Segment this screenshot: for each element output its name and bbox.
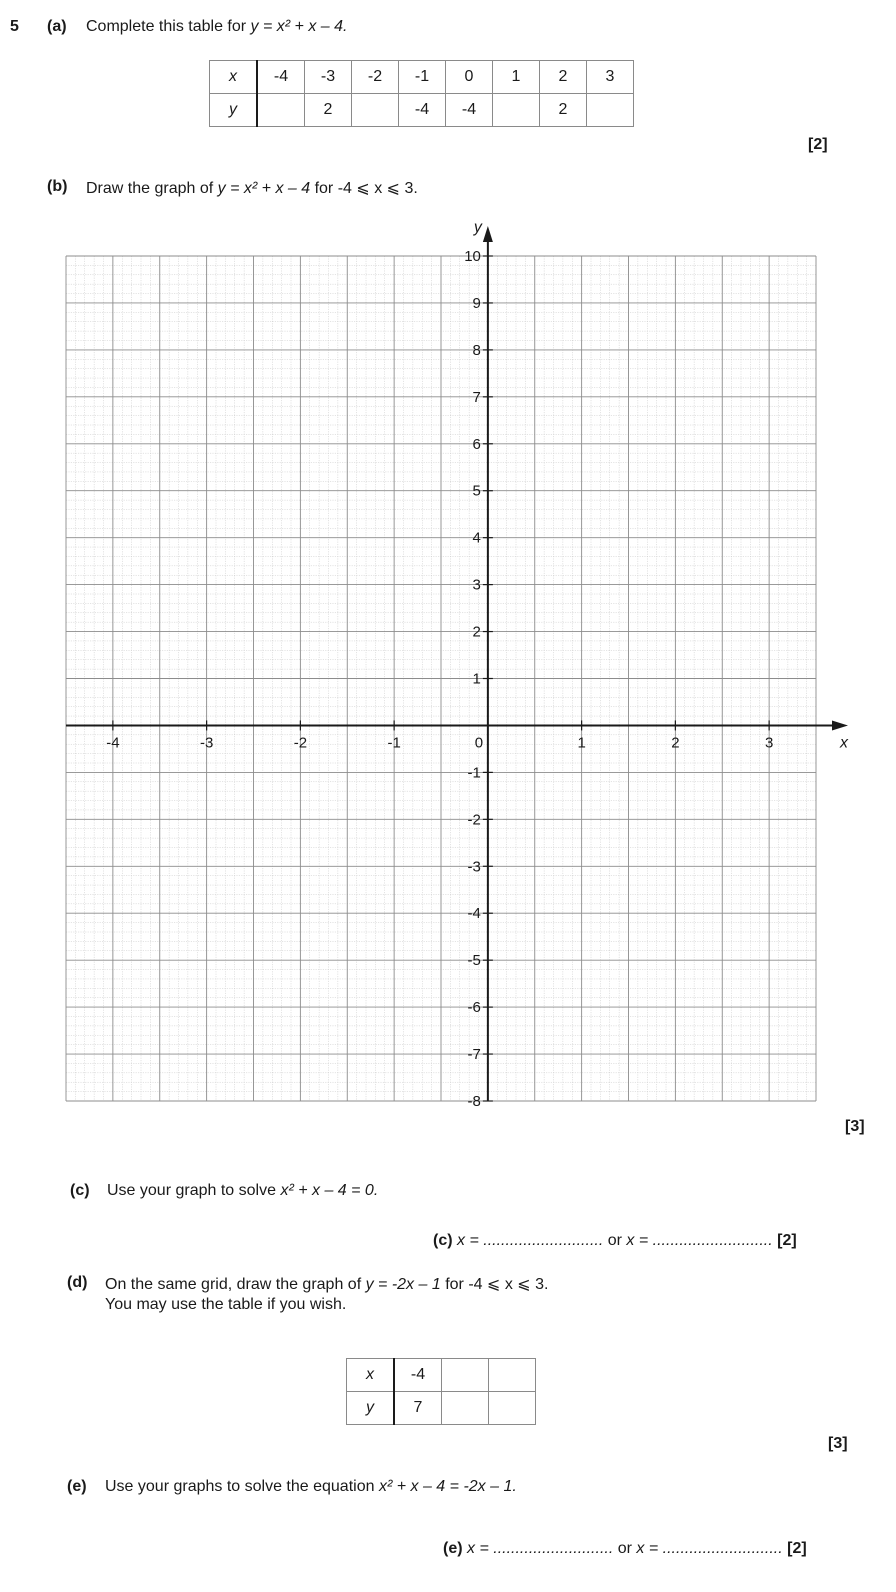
part-a-equation: y = x² + x – 4. [250,18,348,35]
y-tick-label: -5 [467,952,481,970]
table-a-y-cell: -4 [446,94,493,127]
part-e-label: (e) [67,1478,87,1495]
part-c-marks: [2] [777,1232,797,1249]
part-b-label: (b) [47,178,68,195]
y-axis-title: y [473,219,482,236]
part-c-answer-label: (c) [433,1232,453,1249]
table-a-x-cell: 0 [446,61,493,94]
part-c-answer-line [433,1232,797,1250]
y-tick-label: -6 [467,999,481,1017]
table-a-y-cell: -4 [399,94,446,127]
question-number: 5 [10,18,19,35]
table-a-x-cell: -1 [399,61,446,94]
axes [66,226,848,1101]
part-e-answer-x2[interactable]: x = ........................... [636,1540,783,1557]
y-tick-label: -1 [467,764,481,782]
part-e-marks: [2] [787,1540,807,1557]
table-a-x-cell: 3 [587,61,634,94]
x-tick-label: 2 [671,734,680,752]
y-tick-label: 4 [472,529,481,547]
part-b-range: for -4 ⩽ x ⩽ 3. [314,180,418,197]
table-a-x-header: x [210,61,258,94]
y-tick-label: -4 [467,905,481,923]
part-d-instruction: On the same grid, draw the graph of [105,1276,362,1293]
y-tick-label: 7 [472,388,481,406]
table-d [346,1358,536,1425]
part-e-instruction: Use your graphs to solve the equation [105,1478,375,1495]
y-tick-label: 6 [472,435,481,453]
part-b-equation: y = x² + x – 4 [217,180,311,197]
part-c-or: or [607,1232,622,1249]
axis-labels [106,219,849,1110]
part-d-label: (d) [67,1274,88,1291]
part-d-line2: You may use the table if you wish. [105,1296,347,1313]
part-c-answer-x2[interactable]: x = ........................... [626,1232,773,1249]
part-d-marks: [3] [828,1435,848,1452]
x-tick-label: -4 [106,734,120,752]
part-b-instruction: Draw the graph of [86,180,214,197]
part-c-instruction: Use your graph to solve [107,1182,276,1199]
x-tick-label: -1 [387,734,401,752]
y-tick-label: 2 [472,623,481,641]
table-d-y-cell[interactable] [489,1392,536,1425]
y-tick-label: 9 [472,294,481,312]
y-tick-label: 10 [464,248,481,265]
part-d-equation: y = -2x – 1 [365,1276,441,1293]
table-d-y-header: y [347,1392,395,1425]
part-b-marks: [3] [845,1118,865,1135]
table-a-x-cell: -2 [352,61,399,94]
table-a-y-header: y [210,94,258,127]
table-a-x-cell: 1 [493,61,540,94]
table-d-x-header: x [347,1359,395,1392]
table-a-y-cell: 2 [540,94,587,127]
table-a-x-cell: -4 [257,61,305,94]
part-e-answer-x1[interactable]: x = ........................... [467,1540,614,1557]
part-e-or: or [617,1540,632,1557]
x-axis-title: x [840,734,848,752]
part-d-range: for -4 ⩽ x ⩽ 3. [445,1276,549,1293]
part-c-label: (c) [70,1182,90,1199]
part-c-text [107,1182,378,1200]
x-tick-label: 0 [474,734,484,752]
part-e-equation: x² + x – 4 = -2x – 1. [378,1478,517,1495]
part-e-answer-line [443,1540,807,1558]
y-tick-label: -8 [467,1093,481,1110]
table-d-y-cell[interactable] [442,1392,489,1425]
part-a-instruction: Complete this table for [86,18,247,35]
part-a-marks: [2] [808,136,828,153]
y-tick-label: -2 [467,811,481,829]
table-d-x-row [347,1359,536,1392]
table-d-x-cell[interactable] [442,1359,489,1392]
table-d-y-cell: 7 [394,1392,442,1425]
table-d-x-cell[interactable] [489,1359,536,1392]
y-tick-label: -7 [467,1046,481,1064]
x-tick-label: 1 [577,734,586,752]
part-c-equation: x² + x – 4 = 0. [280,1182,379,1199]
x-tick-label: -2 [293,734,308,752]
table-a-x-cell: 2 [540,61,587,94]
y-tick-label: 1 [472,670,481,688]
table-a-x-cell: -3 [305,61,352,94]
x-tick-label: 3 [764,734,774,752]
part-a-label: (a) [47,18,67,35]
part-e-text [105,1478,517,1496]
y-axis-arrow-icon [483,226,493,242]
part-d-text [105,1274,548,1294]
x-axis-arrow-icon [832,720,848,730]
part-e-answer-label: (e) [443,1540,463,1557]
table-d-y-row [347,1392,536,1425]
x-tick-label: -3 [199,734,214,752]
y-tick-label: 8 [472,341,481,359]
y-tick-label: -3 [467,858,481,876]
table-d-x-cell: -4 [394,1359,442,1392]
y-tick-label: 5 [472,482,481,500]
table-a-y-cell: 2 [305,94,352,127]
y-tick-label: 3 [472,576,481,594]
part-c-answer-x1[interactable]: x = ........................... [457,1232,604,1249]
